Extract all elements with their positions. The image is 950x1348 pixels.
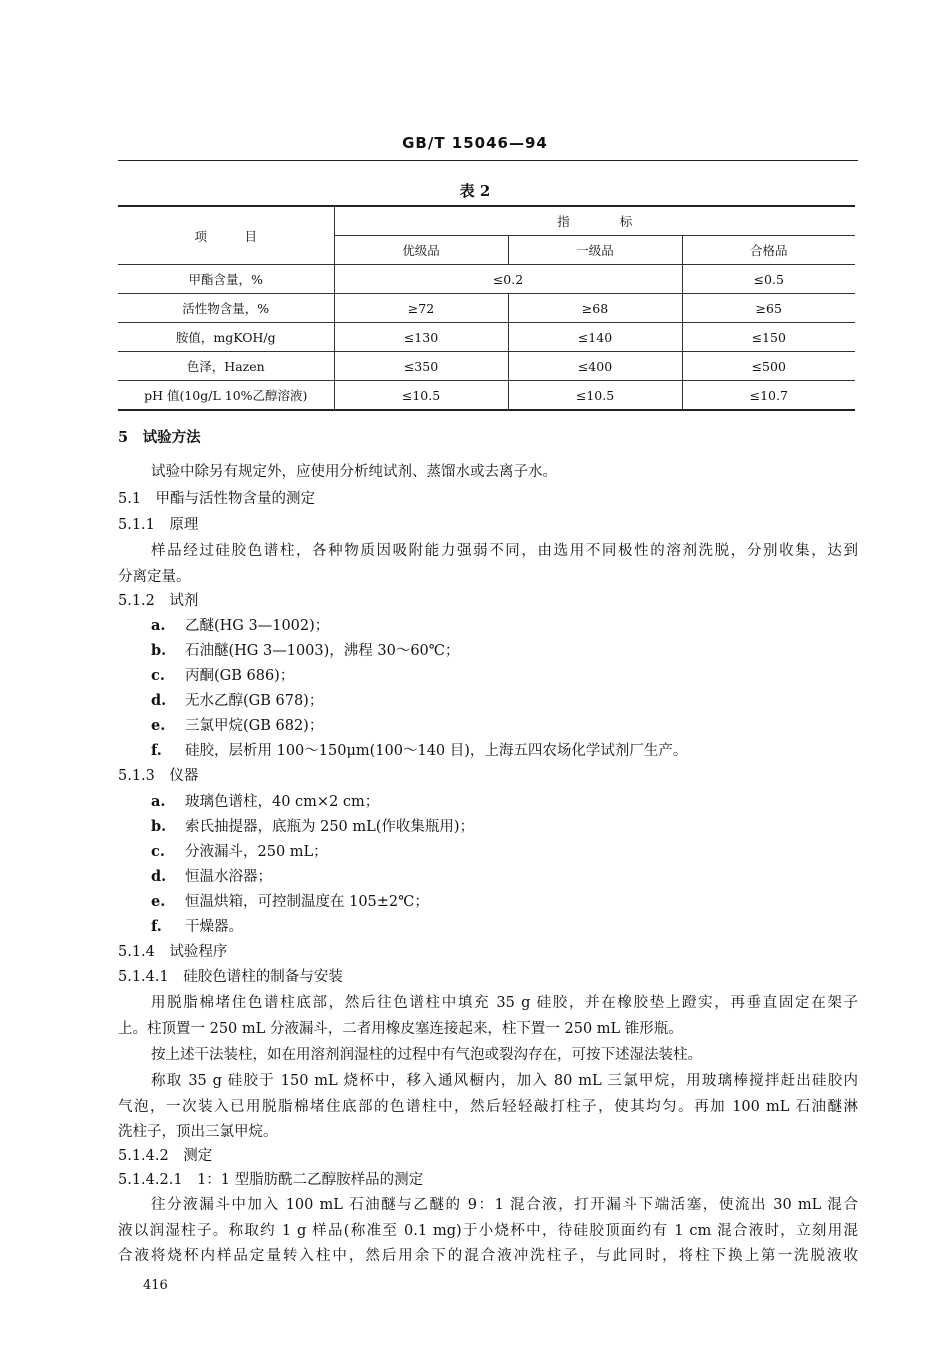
list-item bbox=[151, 639, 460, 660]
paragraph: 分离定量。 bbox=[118, 569, 191, 585]
list-text: 三氯甲烷(GB 682)； bbox=[185, 718, 324, 734]
table-row bbox=[118, 381, 855, 411]
list-item bbox=[151, 614, 329, 635]
table-cell: ≤400 bbox=[508, 352, 682, 381]
row-item: 甲酯含量，% bbox=[118, 265, 334, 294]
paragraph: 液以润湿柱子。称取约 1 g 样品(称准至 0.1 mg)于小烧杯中，待硅胶顶面约有 1 cm 混合液时，立刻用混 bbox=[118, 1223, 858, 1239]
paragraph: 合液将烧杯内样品定量转入柱中，然后用余下的混合液冲洗柱子，与此同时，将柱下换上第一洗脱液收 bbox=[118, 1248, 858, 1264]
list-item bbox=[151, 664, 294, 685]
subsection-title: 5.1 甲酯与活性物含量的测定 bbox=[118, 491, 316, 507]
table-cell: ≤10.7 bbox=[682, 381, 855, 411]
list-text: 恒温水浴器； bbox=[185, 869, 272, 885]
subsection-title: 5.1.1 原理 bbox=[118, 517, 199, 533]
list-text: 干燥器。 bbox=[185, 919, 243, 935]
table-row bbox=[118, 294, 855, 323]
table-cell: ≤130 bbox=[334, 323, 508, 352]
table-cell: ≤500 bbox=[682, 352, 855, 381]
grade-header: 合格品 bbox=[682, 236, 855, 265]
paragraph: 按上述干法装柱，如在用溶剂润湿柱的过程中有气泡或裂沟存在，可按下述湿法装柱。 bbox=[151, 1047, 702, 1063]
grade-header: 优级品 bbox=[334, 236, 508, 265]
list-item bbox=[151, 689, 323, 710]
list-text: 乙醚(HG 3—1002)； bbox=[185, 618, 330, 634]
subsection-title: 5.1.4.2 测定 bbox=[118, 1148, 213, 1164]
list-text: 分液漏斗，250 mL； bbox=[185, 844, 328, 860]
list-item bbox=[151, 865, 272, 886]
table-header-row bbox=[118, 206, 855, 236]
table-caption: 表 2 bbox=[459, 182, 491, 200]
subsection-title: 5.1.4.1 硅胶色谱柱的制备与安装 bbox=[118, 969, 343, 985]
document-header: GB/T 15046—94 bbox=[402, 134, 548, 152]
row-item: pH 值(10g/L 10%乙醇溶液) bbox=[118, 381, 334, 411]
section-title: 5 试验方法 bbox=[118, 429, 201, 446]
list-label: b. bbox=[151, 818, 167, 835]
subsection-title: 5.1.3 仪器 bbox=[118, 768, 199, 784]
list-label: d. bbox=[151, 692, 167, 709]
table-cell: ≤0.5 bbox=[682, 265, 855, 294]
table-row bbox=[118, 265, 855, 294]
list-label: c. bbox=[151, 667, 165, 684]
table-cell: ≤150 bbox=[682, 323, 855, 352]
subsection-title: 5.1.4.2.1 1：1 型脂肪酰二乙醇胺样品的测定 bbox=[118, 1172, 424, 1188]
list-text: 索氏抽提器，底瓶为 250 mL(作收集瓶用)； bbox=[185, 819, 475, 835]
paragraph: 称取 35 g 硅胶于 150 mL 烧杯中，移入通风橱内，加入 80 mL 三氯甲烷，用玻璃棒搅拌赶出硅胶内 bbox=[151, 1073, 858, 1089]
paragraph: 气泡，一次装入已用脱脂棉堵住底部的色谱柱中，然后轻轻敲打柱子，使其均匀。再加 100 mL 石油醚淋 bbox=[118, 1099, 858, 1115]
table-cell: ≥68 bbox=[508, 294, 682, 323]
table-cell: ≤0.2 bbox=[334, 265, 682, 294]
list-label: a. bbox=[151, 793, 166, 810]
list-text: 无水乙醇(GB 678)； bbox=[185, 693, 324, 709]
list-item bbox=[151, 815, 474, 836]
paragraph: 用脱脂棉堵住色谱柱底部，然后往色谱柱中填充 35 g 硅胶，并在橡胶垫上蹬实，再垂直固定在架子 bbox=[151, 995, 858, 1011]
table-cell: ≤140 bbox=[508, 323, 682, 352]
table-cell: ≤10.5 bbox=[508, 381, 682, 411]
list-label: a. bbox=[151, 617, 166, 634]
list-label: f. bbox=[151, 742, 162, 759]
list-label: e. bbox=[151, 893, 166, 910]
list-label: d. bbox=[151, 868, 167, 885]
page-number: 416 bbox=[143, 1278, 168, 1293]
list-item bbox=[151, 840, 328, 861]
table-cell: ≥72 bbox=[334, 294, 508, 323]
list-label: b. bbox=[151, 642, 167, 659]
list-text: 丙酮(GB 686)； bbox=[185, 668, 295, 684]
col-group-header: 指 标 bbox=[334, 206, 855, 236]
col-item-header: 项 目 bbox=[118, 206, 334, 265]
row-item: 胺值，mgKOH/g bbox=[118, 323, 334, 352]
paragraph: 上。柱顶置一 250 mL 分液漏斗，二者用橡皮塞连接起来，柱下置一 250 mL 锥形瓶。 bbox=[118, 1021, 683, 1037]
row-item: 活性物含量，% bbox=[118, 294, 334, 323]
list-label: c. bbox=[151, 843, 165, 860]
list-item bbox=[151, 790, 379, 811]
table-cell: ≥65 bbox=[682, 294, 855, 323]
list-label: e. bbox=[151, 717, 166, 734]
spec-table bbox=[118, 205, 855, 411]
list-text: 石油醚(HG 3—1003)，沸程 30～60℃； bbox=[185, 643, 460, 659]
paragraph: 试验中除另有规定外，应使用分析纯试剂、蒸馏水或去离子水。 bbox=[151, 464, 557, 480]
subsection-title: 5.1.4 试验程序 bbox=[118, 944, 228, 960]
list-text: 硅胶，层析用 100～150μm(100～140 目)，上海五四农场化学试剂厂生产。 bbox=[185, 743, 688, 759]
header-rule bbox=[118, 160, 858, 161]
list-item bbox=[151, 739, 687, 760]
paragraph: 往分液漏斗中加入 100 mL 石油醚与乙醚的 9：1 混合液，打开漏斗下端活塞，使流出 30 mL 混合 bbox=[151, 1197, 858, 1213]
subsection-title: 5.1.2 试剂 bbox=[118, 593, 199, 609]
table-cell: ≤350 bbox=[334, 352, 508, 381]
table-row bbox=[118, 352, 855, 381]
grade-header: 一级品 bbox=[508, 236, 682, 265]
list-item bbox=[151, 714, 323, 735]
list-item bbox=[151, 915, 243, 936]
list-label: f. bbox=[151, 918, 162, 935]
paragraph: 洗柱子，顶出三氯甲烷。 bbox=[118, 1124, 278, 1140]
list-item bbox=[151, 890, 429, 911]
table-cell: ≤10.5 bbox=[334, 381, 508, 411]
row-item: 色泽，Hazen bbox=[118, 352, 334, 381]
paragraph: 样品经过硅胶色谱柱，各种物质因吸附能力强弱不同，由选用不同极性的溶剂洗脱，分别收集，达到 bbox=[151, 543, 858, 559]
list-text: 恒温烘箱，可控制温度在 105±2℃； bbox=[185, 894, 429, 910]
list-text: 玻璃色谱柱，40 cm×2 cm； bbox=[185, 794, 380, 810]
table-row bbox=[118, 323, 855, 352]
